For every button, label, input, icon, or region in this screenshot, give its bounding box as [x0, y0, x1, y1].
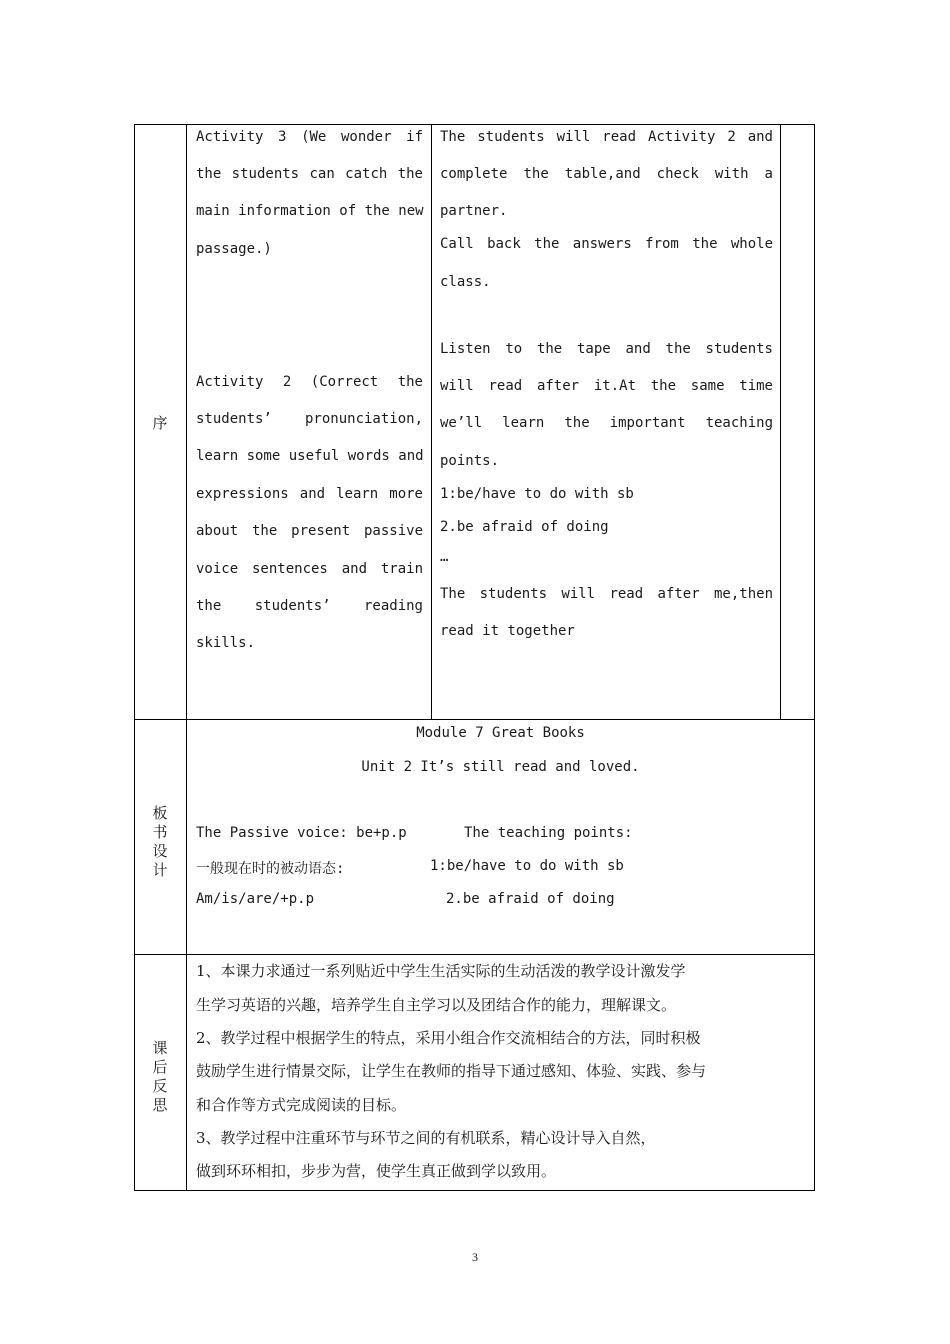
board-point-1: 1:be/have to do with sb: [430, 858, 624, 874]
right-line: The students will read Activity 2 and: [440, 129, 773, 145]
activity2-line: learn some useful words and: [196, 448, 424, 464]
label-char: 书: [152, 823, 168, 841]
activity2-line: students’ pronunciation,: [196, 411, 423, 427]
activity2-line: expressions and learn more: [196, 486, 423, 502]
label-char: 后: [152, 1058, 168, 1076]
board-title: Module 7 Great Books: [416, 725, 585, 741]
reflection-line: 2、教学过程中根据学生的特点，采用小组合作交流相结合的方法，同时积极: [196, 1029, 701, 1047]
teaching-points-heading: The teaching points:: [464, 825, 633, 841]
right-line: The students will read after me,then: [440, 586, 773, 602]
label-char: 课: [152, 1039, 168, 1057]
right-line: Call back the answers from the whole: [440, 236, 773, 252]
reflection-line: 生学习英语的兴趣，培养学生自主学习以及团结合作的能力，理解课文。: [196, 996, 677, 1014]
ellipsis: …: [440, 549, 449, 565]
reflection-line: 和合作等方式完成阅读的目标。: [196, 1096, 407, 1114]
activity2-line: voice sentences and train: [196, 561, 423, 577]
activity2-line: Activity 2 (Correct the: [196, 374, 423, 390]
reflection-line: 3、教学过程中注重环节与环节之间的有机联系，精心设计导入自然，: [196, 1129, 656, 1147]
activity3-line: main information of the new: [196, 203, 424, 219]
right-line: partner.: [440, 203, 508, 219]
label-char: 思: [152, 1096, 168, 1114]
teaching-point-2: 2.be afraid of doing: [440, 519, 609, 535]
right-line: read it together: [440, 623, 575, 639]
process-row-label: 序: [152, 414, 168, 432]
board-point-2: 2.be afraid of doing: [446, 891, 615, 907]
right-line: will read after it.At the same time: [440, 378, 773, 394]
board-subtitle: Unit 2 It’s still read and loved.: [361, 759, 640, 775]
right-line: class.: [440, 274, 491, 290]
right-line: Listen to the tape and the students: [440, 341, 773, 357]
passive-voice-rule: The Passive voice: be+p.p: [196, 825, 407, 841]
activity3-line: the students can catch the: [196, 166, 423, 182]
activity3-line: Activity 3 (We wonder if: [196, 129, 423, 145]
label-char: 板: [152, 804, 168, 822]
reflection-line: 做到环环相扣，步步为营，使学生真正做到学以致用。: [196, 1162, 557, 1180]
passive-formula: Am/is/are/+p.p: [196, 891, 315, 907]
label-char: 反: [152, 1077, 168, 1095]
activity2-line: about the present passive: [196, 523, 423, 539]
reflection-line: 1、本课力求通过一系列贴近中学生生活实际的生动活泼的教学设计激发学: [196, 962, 686, 980]
right-line: we’ll learn the important teaching: [440, 415, 773, 431]
activity2-line: the students’ reading: [196, 598, 423, 614]
present-passive-label: 一般现在时的被动语态:: [196, 861, 345, 877]
right-line: complete the table,and check with a: [440, 166, 773, 182]
teaching-point-1: 1:be/have to do with sb: [440, 486, 634, 502]
label-char: 计: [152, 861, 168, 879]
activity3-line: passage.): [196, 241, 272, 257]
reflection-line: 鼓励学生进行情景交际，让学生在教师的指导下通过感知、体验、实践、参与: [196, 1062, 707, 1080]
label-char: 设: [152, 842, 168, 860]
page-number: 3: [472, 1250, 478, 1264]
right-line: points.: [440, 453, 500, 469]
activity2-line: skills.: [196, 635, 256, 651]
